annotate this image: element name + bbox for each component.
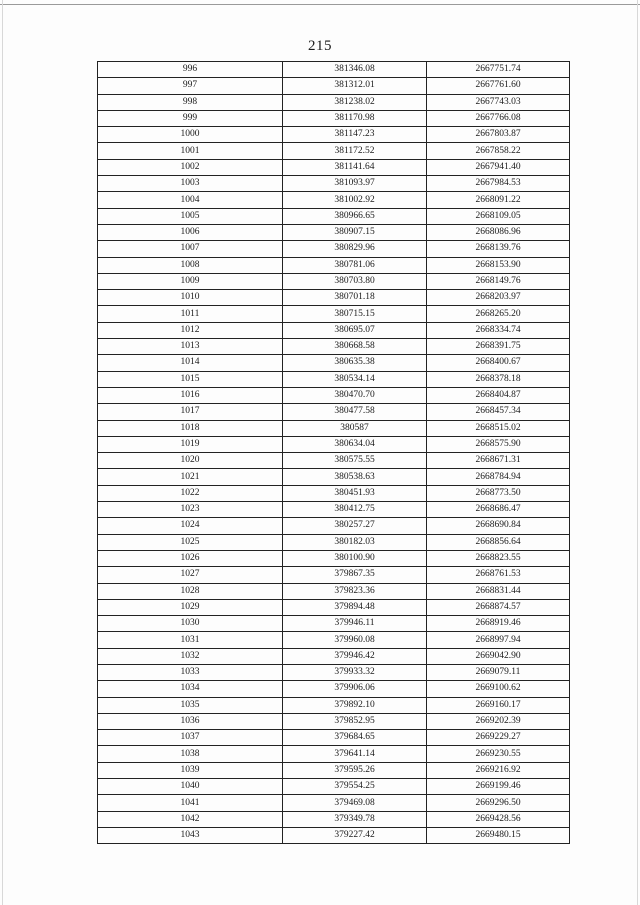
x-coordinate-cell: 381346.08 <box>283 62 427 78</box>
x-coordinate-cell: 379906.06 <box>283 681 427 697</box>
x-coordinate-cell: 380587 <box>283 420 427 436</box>
x-coordinate-cell: 380575.55 <box>283 453 427 469</box>
y-coordinate-cell: 2668784.94 <box>427 469 570 485</box>
table-row <box>98 550 570 566</box>
coordinate-table <box>97 61 570 844</box>
table-row <box>98 355 570 371</box>
x-coordinate-cell: 379852.95 <box>283 713 427 729</box>
x-coordinate-cell: 380668.58 <box>283 339 427 355</box>
point-number-cell: 1034 <box>98 681 283 697</box>
table-row <box>98 762 570 778</box>
x-coordinate-cell: 380966.65 <box>283 208 427 224</box>
x-coordinate-cell: 381312.01 <box>283 78 427 94</box>
table-row <box>98 306 570 322</box>
point-number-cell: 1002 <box>98 159 283 175</box>
point-number-cell: 1028 <box>98 583 283 599</box>
y-coordinate-cell: 2669229.27 <box>427 730 570 746</box>
x-coordinate-cell: 379469.08 <box>283 795 427 811</box>
x-coordinate-cell: 379894.48 <box>283 599 427 615</box>
y-coordinate-cell: 2668856.64 <box>427 534 570 550</box>
point-number-cell: 1005 <box>98 208 283 224</box>
point-number-cell: 1026 <box>98 550 283 566</box>
point-number-cell: 997 <box>98 78 283 94</box>
table-row <box>98 143 570 159</box>
point-number-cell: 1001 <box>98 143 283 159</box>
table-row <box>98 697 570 713</box>
point-number-cell: 1035 <box>98 697 283 713</box>
x-coordinate-cell: 380703.80 <box>283 273 427 289</box>
point-number-cell: 1033 <box>98 664 283 680</box>
y-coordinate-cell: 2669230.55 <box>427 746 570 762</box>
point-number-cell: 1024 <box>98 518 283 534</box>
y-coordinate-cell: 2669199.46 <box>427 779 570 795</box>
y-coordinate-cell: 2668149.76 <box>427 273 570 289</box>
point-number-cell: 1000 <box>98 127 283 143</box>
y-coordinate-cell: 2668404.87 <box>427 387 570 403</box>
point-number-cell: 1013 <box>98 339 283 355</box>
y-coordinate-cell: 2668690.84 <box>427 518 570 534</box>
table-row <box>98 779 570 795</box>
table-row <box>98 62 570 78</box>
point-number-cell: 1018 <box>98 420 283 436</box>
x-coordinate-cell: 380635.38 <box>283 355 427 371</box>
y-coordinate-cell: 2668265.20 <box>427 306 570 322</box>
point-number-cell: 1025 <box>98 534 283 550</box>
y-coordinate-cell: 2668671.31 <box>427 453 570 469</box>
x-coordinate-cell: 381002.92 <box>283 192 427 208</box>
table-row <box>98 339 570 355</box>
point-number-cell: 1011 <box>98 306 283 322</box>
x-coordinate-cell: 380907.15 <box>283 224 427 240</box>
point-number-cell: 1029 <box>98 599 283 615</box>
y-coordinate-cell: 2667766.08 <box>427 110 570 126</box>
table-row <box>98 681 570 697</box>
table-row <box>98 224 570 240</box>
y-coordinate-cell: 2668391.75 <box>427 339 570 355</box>
table-row <box>98 436 570 452</box>
table-row <box>98 599 570 615</box>
table-row <box>98 485 570 501</box>
x-coordinate-cell: 379946.11 <box>283 616 427 632</box>
x-coordinate-cell: 381238.02 <box>283 94 427 110</box>
x-coordinate-cell: 380470.70 <box>283 387 427 403</box>
y-coordinate-cell: 2668378.18 <box>427 371 570 387</box>
point-number-cell: 1037 <box>98 730 283 746</box>
x-coordinate-cell: 380695.07 <box>283 322 427 338</box>
table-row <box>98 648 570 664</box>
x-coordinate-cell: 380634.04 <box>283 436 427 452</box>
y-coordinate-cell: 2669160.17 <box>427 697 570 713</box>
point-number-cell: 1008 <box>98 257 283 273</box>
table-row <box>98 664 570 680</box>
point-number-cell: 1023 <box>98 502 283 518</box>
x-coordinate-cell: 380477.58 <box>283 404 427 420</box>
point-number-cell: 1031 <box>98 632 283 648</box>
y-coordinate-cell: 2668400.67 <box>427 355 570 371</box>
table-row <box>98 453 570 469</box>
point-number-cell: 1010 <box>98 290 283 306</box>
x-coordinate-cell: 379867.35 <box>283 567 427 583</box>
table-row <box>98 192 570 208</box>
y-coordinate-cell: 2668575.90 <box>427 436 570 452</box>
y-coordinate-cell: 2669428.56 <box>427 811 570 827</box>
table-row <box>98 94 570 110</box>
point-number-cell: 999 <box>98 110 283 126</box>
y-coordinate-cell: 2669480.15 <box>427 827 570 843</box>
table-row <box>98 534 570 550</box>
y-coordinate-cell: 2668334.74 <box>427 322 570 338</box>
x-coordinate-cell: 380781.06 <box>283 257 427 273</box>
table-row <box>98 518 570 534</box>
table-row <box>98 632 570 648</box>
point-number-cell: 1006 <box>98 224 283 240</box>
point-number-cell: 1003 <box>98 176 283 192</box>
x-coordinate-cell: 379892.10 <box>283 697 427 713</box>
coordinate-table-body <box>98 62 570 844</box>
y-coordinate-cell: 2668086.96 <box>427 224 570 240</box>
table-row <box>98 176 570 192</box>
table-row <box>98 78 570 94</box>
table-row <box>98 616 570 632</box>
table-row <box>98 583 570 599</box>
y-coordinate-cell: 2669100.62 <box>427 681 570 697</box>
table-row <box>98 502 570 518</box>
table-row <box>98 420 570 436</box>
x-coordinate-cell: 379595.26 <box>283 762 427 778</box>
y-coordinate-cell: 2668457.34 <box>427 404 570 420</box>
x-coordinate-cell: 379349.78 <box>283 811 427 827</box>
x-coordinate-cell: 379684.65 <box>283 730 427 746</box>
x-coordinate-cell: 380715.15 <box>283 306 427 322</box>
table-row <box>98 827 570 843</box>
point-number-cell: 1042 <box>98 811 283 827</box>
y-coordinate-cell: 2668203.97 <box>427 290 570 306</box>
y-coordinate-cell: 2669296.50 <box>427 795 570 811</box>
table-row <box>98 404 570 420</box>
x-coordinate-cell: 379641.14 <box>283 746 427 762</box>
point-number-cell: 1019 <box>98 436 283 452</box>
x-coordinate-cell: 380100.90 <box>283 550 427 566</box>
y-coordinate-cell: 2669216.92 <box>427 762 570 778</box>
x-coordinate-cell: 380829.96 <box>283 241 427 257</box>
point-number-cell: 1016 <box>98 387 283 403</box>
y-coordinate-cell: 2667743.03 <box>427 94 570 110</box>
table-row <box>98 713 570 729</box>
y-coordinate-cell: 2668761.53 <box>427 567 570 583</box>
table-row <box>98 159 570 175</box>
y-coordinate-cell: 2668823.55 <box>427 550 570 566</box>
y-coordinate-cell: 2668997.94 <box>427 632 570 648</box>
table-row <box>98 371 570 387</box>
x-coordinate-cell: 381093.97 <box>283 176 427 192</box>
point-number-cell: 1009 <box>98 273 283 289</box>
point-number-cell: 1017 <box>98 404 283 420</box>
x-coordinate-cell: 381170.98 <box>283 110 427 126</box>
x-coordinate-cell: 380412.75 <box>283 502 427 518</box>
table-row <box>98 387 570 403</box>
x-coordinate-cell: 379227.42 <box>283 827 427 843</box>
x-coordinate-cell: 379946.42 <box>283 648 427 664</box>
table-row <box>98 127 570 143</box>
point-number-cell: 1043 <box>98 827 283 843</box>
x-coordinate-cell: 380182.03 <box>283 534 427 550</box>
scan-edge-left <box>2 0 3 905</box>
y-coordinate-cell: 2667751.74 <box>427 62 570 78</box>
point-number-cell: 1036 <box>98 713 283 729</box>
y-coordinate-cell: 2669202.39 <box>427 713 570 729</box>
point-number-cell: 1022 <box>98 485 283 501</box>
table-row <box>98 290 570 306</box>
x-coordinate-cell: 380534.14 <box>283 371 427 387</box>
x-coordinate-cell: 381141.64 <box>283 159 427 175</box>
x-coordinate-cell: 381172.52 <box>283 143 427 159</box>
y-coordinate-cell: 2667941.40 <box>427 159 570 175</box>
y-coordinate-cell: 2668153.90 <box>427 257 570 273</box>
y-coordinate-cell: 2668831.44 <box>427 583 570 599</box>
table-row <box>98 110 570 126</box>
x-coordinate-cell: 380451.93 <box>283 485 427 501</box>
point-number-cell: 1027 <box>98 567 283 583</box>
point-number-cell: 1012 <box>98 322 283 338</box>
point-number-cell: 1039 <box>98 762 283 778</box>
point-number-cell: 1007 <box>98 241 283 257</box>
point-number-cell: 1030 <box>98 616 283 632</box>
table-row <box>98 208 570 224</box>
y-coordinate-cell: 2668109.05 <box>427 208 570 224</box>
point-number-cell: 1041 <box>98 795 283 811</box>
point-number-cell: 996 <box>98 62 283 78</box>
y-coordinate-cell: 2669042.90 <box>427 648 570 664</box>
point-number-cell: 1015 <box>98 371 283 387</box>
y-coordinate-cell: 2668515.02 <box>427 420 570 436</box>
table-row <box>98 273 570 289</box>
x-coordinate-cell: 379823.36 <box>283 583 427 599</box>
point-number-cell: 1032 <box>98 648 283 664</box>
x-coordinate-cell: 380538.63 <box>283 469 427 485</box>
x-coordinate-cell: 381147.23 <box>283 127 427 143</box>
y-coordinate-cell: 2668139.76 <box>427 241 570 257</box>
table-row <box>98 811 570 827</box>
scan-edge-top <box>0 4 640 5</box>
table-row <box>98 730 570 746</box>
point-number-cell: 1038 <box>98 746 283 762</box>
y-coordinate-cell: 2667803.87 <box>427 127 570 143</box>
y-coordinate-cell: 2668919.46 <box>427 616 570 632</box>
y-coordinate-cell: 2667858.22 <box>427 143 570 159</box>
table-row <box>98 795 570 811</box>
x-coordinate-cell: 379933.32 <box>283 664 427 680</box>
x-coordinate-cell: 380257.27 <box>283 518 427 534</box>
y-coordinate-cell: 2668686.47 <box>427 502 570 518</box>
point-number-cell: 1021 <box>98 469 283 485</box>
table-row <box>98 567 570 583</box>
x-coordinate-cell: 379554.25 <box>283 779 427 795</box>
point-number-cell: 1020 <box>98 453 283 469</box>
table-row <box>98 469 570 485</box>
table-row <box>98 257 570 273</box>
y-coordinate-cell: 2668091.22 <box>427 192 570 208</box>
y-coordinate-cell: 2668773.50 <box>427 485 570 501</box>
table-row <box>98 241 570 257</box>
y-coordinate-cell: 2667761.60 <box>427 78 570 94</box>
page-number: 215 <box>308 38 332 54</box>
y-coordinate-cell: 2669079.11 <box>427 664 570 680</box>
point-number-cell: 1014 <box>98 355 283 371</box>
x-coordinate-cell: 380701.18 <box>283 290 427 306</box>
scan-edge-right <box>637 0 638 905</box>
table-row <box>98 322 570 338</box>
point-number-cell: 1040 <box>98 779 283 795</box>
y-coordinate-cell: 2667984.53 <box>427 176 570 192</box>
point-number-cell: 1004 <box>98 192 283 208</box>
table-row <box>98 746 570 762</box>
x-coordinate-cell: 379960.08 <box>283 632 427 648</box>
point-number-cell: 998 <box>98 94 283 110</box>
y-coordinate-cell: 2668874.57 <box>427 599 570 615</box>
